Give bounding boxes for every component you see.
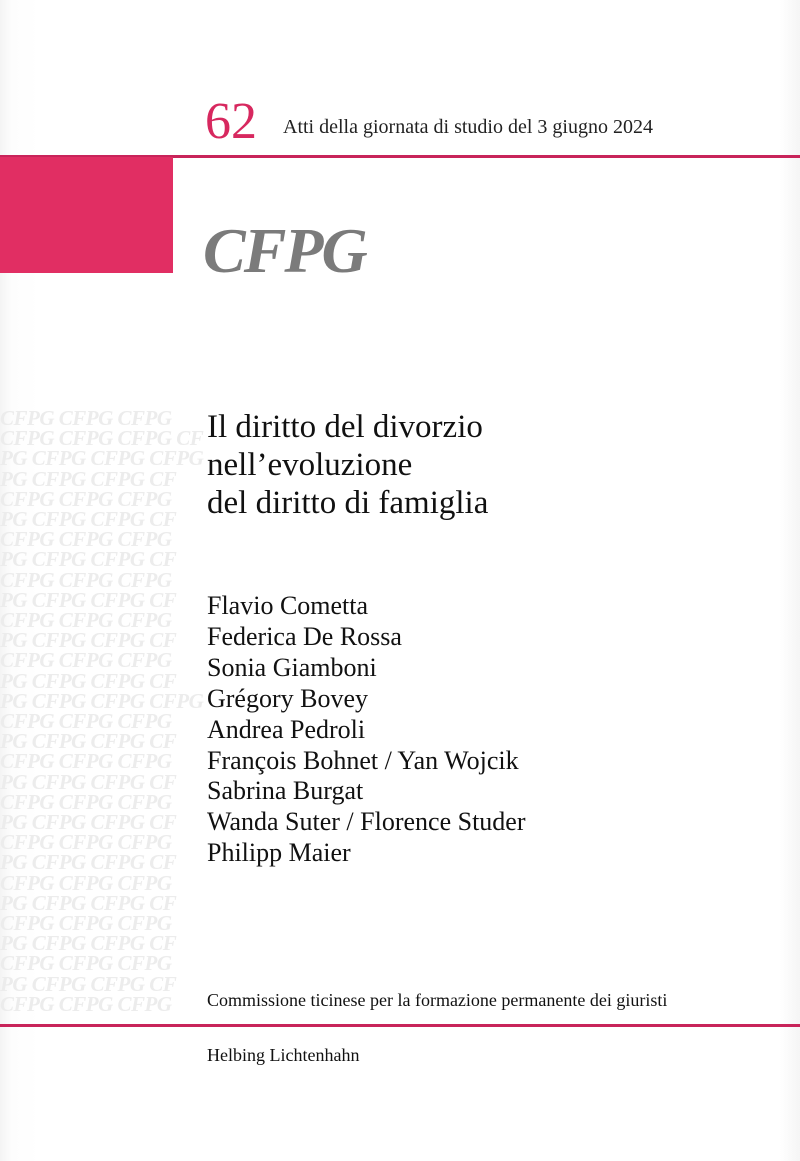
commission-name: Commissione ticinese per la formazione permanente dei giuristi xyxy=(207,990,668,1010)
series-number: 62 xyxy=(205,93,257,150)
cfpg-logo: CFPG xyxy=(203,215,366,286)
series-subtitle: Atti della giornata di studio del 3 giugno 2024 xyxy=(283,116,653,138)
author-name: Grégory Bovey xyxy=(207,683,369,713)
watermark-line: PG CFPG CFPG CF xyxy=(0,890,177,915)
author-name: Sabrina Burgat xyxy=(207,776,364,806)
author-name: Federica De Rossa xyxy=(207,621,402,651)
watermark-line: PG CFPG CFPG CFPG xyxy=(0,688,204,713)
watermark-line: CFPG CFPG CFPG xyxy=(0,486,172,511)
watermark-line: PG CFPG CFPG CF xyxy=(0,769,177,794)
publisher-name: Helbing Lichtenhahn xyxy=(207,1045,360,1065)
book-title-line: del diritto di famiglia xyxy=(207,485,489,521)
watermark-line: PG CFPG CFPG CFPG xyxy=(0,446,204,471)
watermark-line: PG CFPG CFPG CF xyxy=(0,668,177,693)
watermark-line: CFPG CFPG CFPG CF xyxy=(0,426,204,451)
watermark-line: PG CFPG CFPG CF xyxy=(0,850,177,875)
watermark-line: CFPG CFPG CFPG xyxy=(0,608,172,633)
watermark-line: PG CFPG CFPG CF xyxy=(0,729,177,754)
watermark-pattern xyxy=(0,406,204,1016)
bottom-divider xyxy=(0,1024,800,1027)
watermark-line: PG CFPG CFPG CF xyxy=(0,587,177,612)
watermark-line: CFPG CFPG CFPG xyxy=(0,406,172,430)
book-title xyxy=(207,408,488,522)
watermark-line: PG CFPG CFPG CF xyxy=(0,466,177,491)
watermark-line: CFPG CFPG CFPG xyxy=(0,830,172,855)
watermark-line: CFPG CFPG CFPG xyxy=(0,870,172,895)
watermark-line: PG CFPG CFPG CF xyxy=(0,931,177,956)
watermark-line: PG CFPG CFPG CF xyxy=(0,971,177,996)
watermark-line: PG CFPG CFPG CF xyxy=(0,628,177,653)
author-name: François Bohnet / Yan Wojcik xyxy=(207,745,519,775)
watermark-line: PG CFPG CFPG CF xyxy=(0,507,177,532)
book-title-line: nell’evoluzione xyxy=(207,447,413,483)
author-name: Andrea Pedroli xyxy=(207,714,366,744)
watermark-line: CFPG CFPG CFPG xyxy=(0,789,172,814)
author-name: Wanda Suter / Florence Studer xyxy=(207,807,526,837)
watermark-line: CFPG CFPG CFPG xyxy=(0,648,172,673)
watermark-line: CFPG CFPG CFPG xyxy=(0,709,172,734)
author-name: Philipp Maier xyxy=(207,838,351,868)
book-title-line: Il diritto del divorzio xyxy=(207,409,483,445)
watermark-line: CFPG CFPG CFPG xyxy=(0,749,172,774)
author-name: Flavio Cometta xyxy=(207,591,369,620)
watermark-line: CFPG CFPG CFPG xyxy=(0,951,172,976)
watermark-line: PG CFPG CFPG CF xyxy=(0,547,177,572)
accent-block xyxy=(0,157,173,273)
watermark-line: PG CFPG CFPG CF xyxy=(0,810,177,835)
watermark-line: CFPG CFPG CFPG xyxy=(0,911,172,936)
watermark-line: CFPG CFPG CFPG xyxy=(0,527,172,552)
author-list xyxy=(207,591,526,869)
watermark-line: CFPG CFPG CFPG xyxy=(0,991,172,1016)
watermark-line: CFPG CFPG CFPG xyxy=(0,567,172,592)
author-name: Sonia Giamboni xyxy=(207,652,377,682)
